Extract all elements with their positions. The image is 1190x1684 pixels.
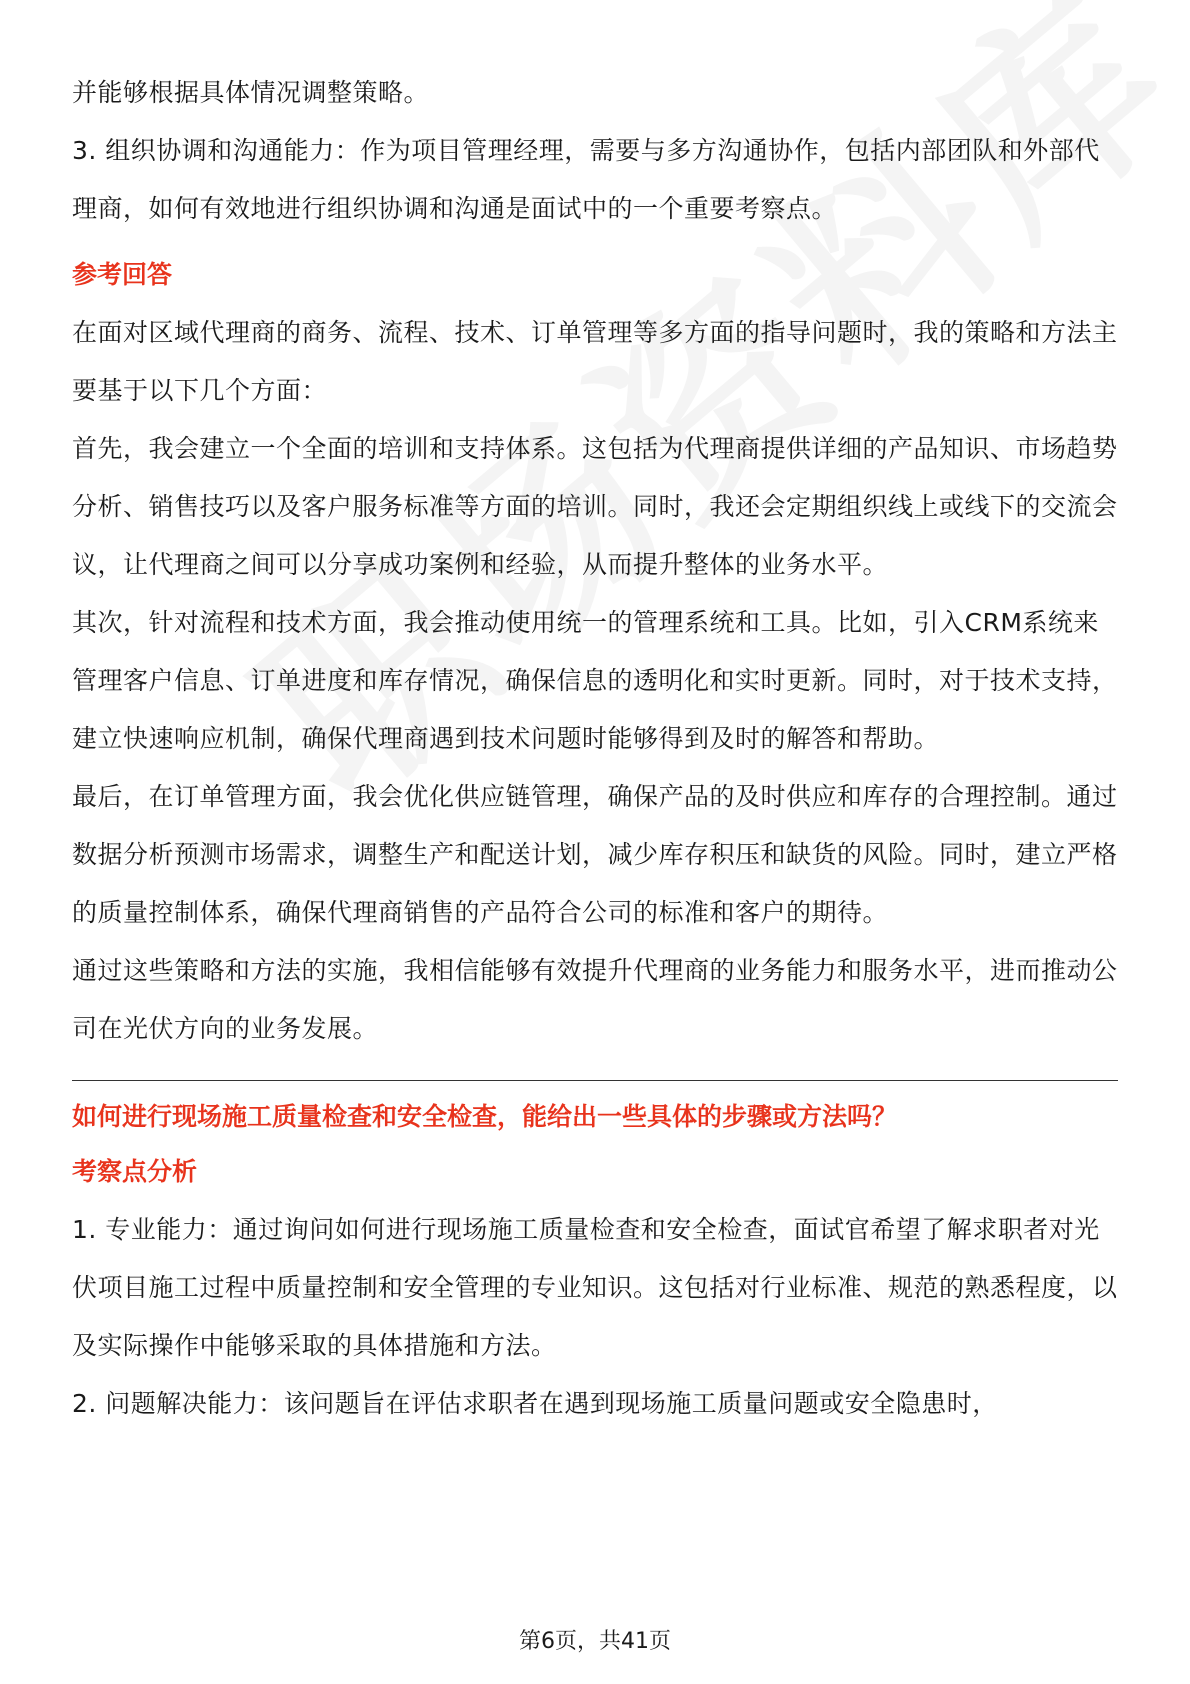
analysis-heading: 考察点分析 (72, 1157, 198, 1186)
answer-paragraph: 其次，针对流程和技术方面，我会推动使用统一的管理系统和工具。比如，引入CRM系统来管理客户信息、订单进度和库存情况，确保信息的透明化和实时更新。同时，对于技术支持，建立快速响应机制，确保代理商遇到技术问题时能够得到及时的解答和帮助。 (72, 608, 1118, 753)
answer-paragraph: 在面对区域代理商的商务、流程、技术、订单管理等多方面的指导问题时，我的策略和方法主要基于以下几个方面： (72, 318, 1118, 405)
page-number: 第6页，共41页 (519, 1629, 671, 1654)
answer-heading: 参考回答 (72, 260, 173, 289)
analysis-paragraph: 2. 问题解决能力：该问题旨在评估求职者在遇到现场施工质量问题或安全隐患时， (72, 1389, 998, 1418)
analysis-paragraph: 1. 专业能力：通过询问如何进行现场施工质量检查和安全检查，面试官希望了解求职者对光伏项目施工过程中质量控制和安全管理的专业知识。这包括对行业标准、规范的熟悉程度，以及实际操作中能够采取的具体措施和方法。 (72, 1215, 1118, 1360)
paragraph: 并能够根据具体情况调整策略。 (72, 78, 430, 107)
answer-paragraph: 最后，在订单管理方面，我会优化供应链管理，确保产品的及时供应和库存的合理控制。通过数据分析预测市场需求，调整生产和配送计划，减少库存积压和缺货的风险。同时，建立严格的质量控制体系，确保代理商销售的产品符合公司的标准和客户的期待。 (72, 782, 1118, 927)
answer-paragraph: 首先，我会建立一个全面的培训和支持体系。这包括为代理商提供详细的产品知识、市场趋势分析、销售技巧以及客户服务标准等方面的培训。同时，我还会定期组织线上或线下的交流会议，让代理商之间可以分享成功案例和经验，从而提升整体的业务水平。 (72, 434, 1118, 579)
paragraph: 3. 组织协调和沟通能力：作为项目管理经理，需要与多方沟通协作，包括内部团队和外部代理商，如何有效地进行组织协调和沟通是面试中的一个重要考察点。 (72, 136, 1100, 223)
question-title: 如何进行现场施工质量检查和安全检查，能给出一些具体的步骤或方法吗？ (72, 1102, 898, 1131)
page-content (72, 64, 1118, 1433)
answer-paragraph: 通过这些策略和方法的实施，我相信能够有效提升代理商的业务能力和服务水平，进而推动公司在光伏方向的业务发展。 (72, 956, 1118, 1043)
section-divider (72, 1080, 1118, 1081)
